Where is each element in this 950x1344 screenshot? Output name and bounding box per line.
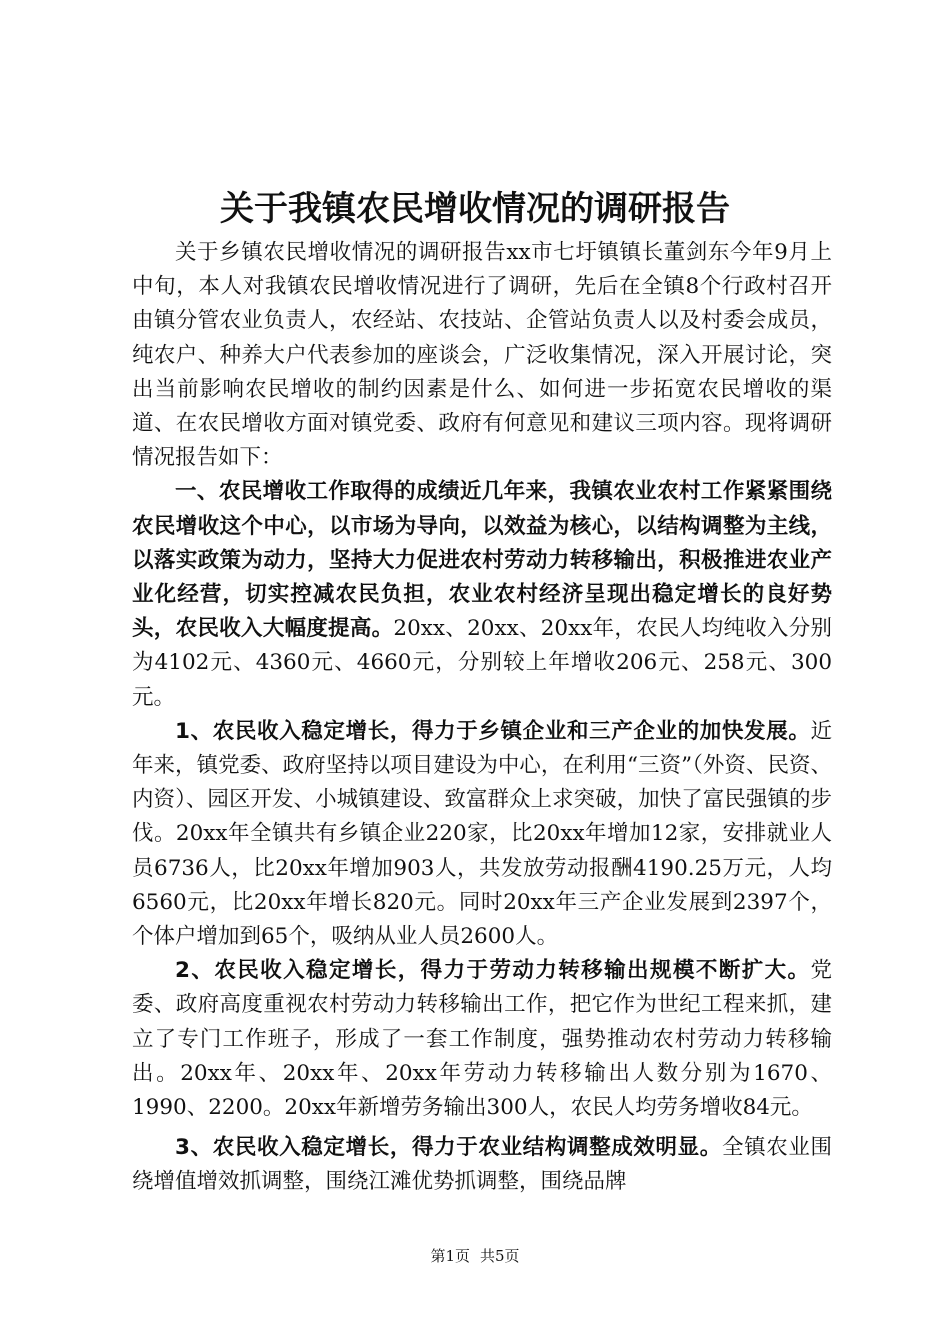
paragraph-lead: 2、农民收入稳定增长，得力于劳动力转移输出规模不断扩大。	[175, 958, 811, 984]
paragraph-point-1	[132, 715, 832, 954]
paragraph-text: 20xx、20xx、20xx年，农民人均纯收入分别为4102元、4360元、4660元，分别较上年增收206元、258元、300元。	[132, 616, 832, 710]
paragraph-text: 党委、政府高度重视农村劳动力转移输出工作，把它作为世纪工程来抓，建立了专门工作班子，形成了一套工作制度，强势推动农村劳动力转移输出。20xx年、20xx年、20xx年劳动力转移输出人数分别为1670、1990、2200。20xx年新增劳务输出300人，农民人均劳务增收84元。	[132, 958, 832, 1121]
paragraph-point-3	[132, 1131, 832, 1199]
paragraph-lead: 1、农民收入稳定增长，得力于乡镇企业和三产企业的加快发展。	[175, 718, 811, 744]
paragraph-point-2	[132, 954, 832, 1125]
paragraph-section-1	[132, 475, 832, 714]
paragraph-intro	[132, 236, 832, 475]
page-number: 第1页	[430, 1247, 470, 1265]
page-footer	[0, 1246, 950, 1266]
paragraph-text: 全镇农业围绕增值增效抓调整，围绕江滩优势抓调整，围绕品牌	[132, 1135, 832, 1195]
paragraph-text: 近年来，镇党委、政府坚持以项目建设为中心，在利用“三资”（外资、民资、内资）、园区开发、小城镇建设、致富群众上求突破，加快了富民强镇的步伐。20xx年全镇共有乡镇企业220家，比20xx年增加12家，安排就业人员6736人，比20xx年增加903人，共发放劳动报酬4190.25万元，人均6560元，比20xx年增长820元。同时20xx年三产企业发展到2397个，个体户增加到65个，吸纳从业人员2600人。	[132, 718, 832, 950]
paragraph-text: 关于乡镇农民增收情况的调研报告xx市七圩镇镇长董剑东今年9月上中旬，本人对我镇农民增收情况进行了调研，先后在全镇8个行政村召开由镇分管农业负责人，农经站、农技站、企管站负责人以及村委会成员，纯农户、种养大户代表参加的座谈会，广泛收集情况，深入开展讨论，突出当前影响农民增收的制约因素是什么、如何进一步拓宽农民增收的渠道、在农民增收方面对镇党委、政府有何意见和建议三项内容。现将调研情况报告如下：	[132, 240, 832, 471]
document-body	[132, 236, 832, 1200]
paragraph-lead: 一、农民增收工作取得的成绩近几年来，我镇农业农村工作紧紧围绕农民增收这个中心，以市场为导向，以效益为核心，以结构调整为主线，以落实政策为动力，坚持大力促进农村劳动力转移输出，积极推进农业产业化经营，切实控减农民负担，农业农村经济呈现出稳定增长的良好势头，农民收入大幅度提高。	[132, 479, 832, 642]
document-title: 关于我镇农民增收情况的调研报告	[220, 189, 730, 229]
page-total: 共5页	[480, 1247, 520, 1265]
paragraph-lead: 3、农民收入稳定增长，得力于农业结构调整成效明显。	[175, 1135, 722, 1161]
